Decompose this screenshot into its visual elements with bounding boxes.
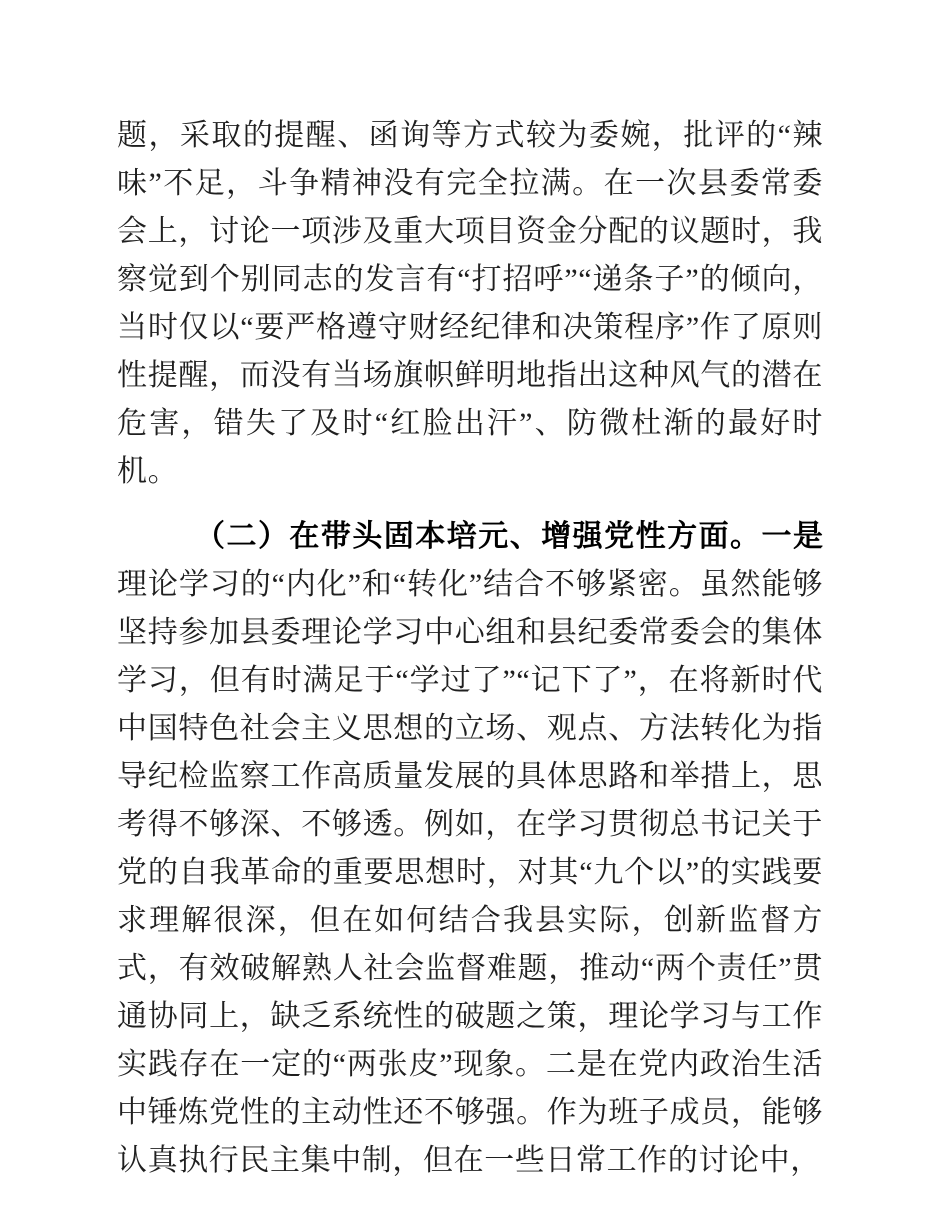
section-two-body-text: 理论学习的“内化”和“转化”结合不够紧密。虽然能够坚持参加县委理论学习中心组和县纪委常委会的集体学习，但有时满足于“学过了”“记下了”，在将新时代中国特色社会主义思想的立场、观点、方法转化为指导纪检监察工作高质量发展的具体思路和举措上，思考得不够深、不够透。例如，在学习贯彻总书记关于党的自我革命的重要思想时，对其“九个以”的实践要求理解很深，但在如何结合我县实际，创新监督方式，有效破解熟人社会监督难题，推动“两个责任”贯通协同上，缺乏系统性的破题之策，理论学习与工作实践存在一定的“两张皮”现象。二是在党内政治生活中锤炼党性的主动性还不够强。作为班子成员，能够认真执行民主集中制，但在一些日常工作的讨论中， (117, 568, 823, 1177)
document-text-column (117, 112, 823, 1185)
paragraph-section-two (117, 513, 823, 1185)
paragraph-continuation-text: 题，采取的提醒、函询等方式较为委婉，批评的“辣味”不足，斗争精神没有完全拉满。在一次县委常委会上，讨论一项涉及重大项目资金分配的议题时，我察觉到个别同志的发言有“打招呼”“递条子”的倾向，当时仅以“要严格遵守财经纪律和决策程序”作了原则性提醒，而没有当场旗帜鲜明地指出这种风气的潜在危害，错失了及时“红脸出汗”、防微杜渐的最好时机。 (117, 119, 823, 488)
section-two-heading: （二）在带头固本培元、增强党性方面。一是 (195, 520, 823, 553)
paragraph-continuation (117, 112, 823, 496)
